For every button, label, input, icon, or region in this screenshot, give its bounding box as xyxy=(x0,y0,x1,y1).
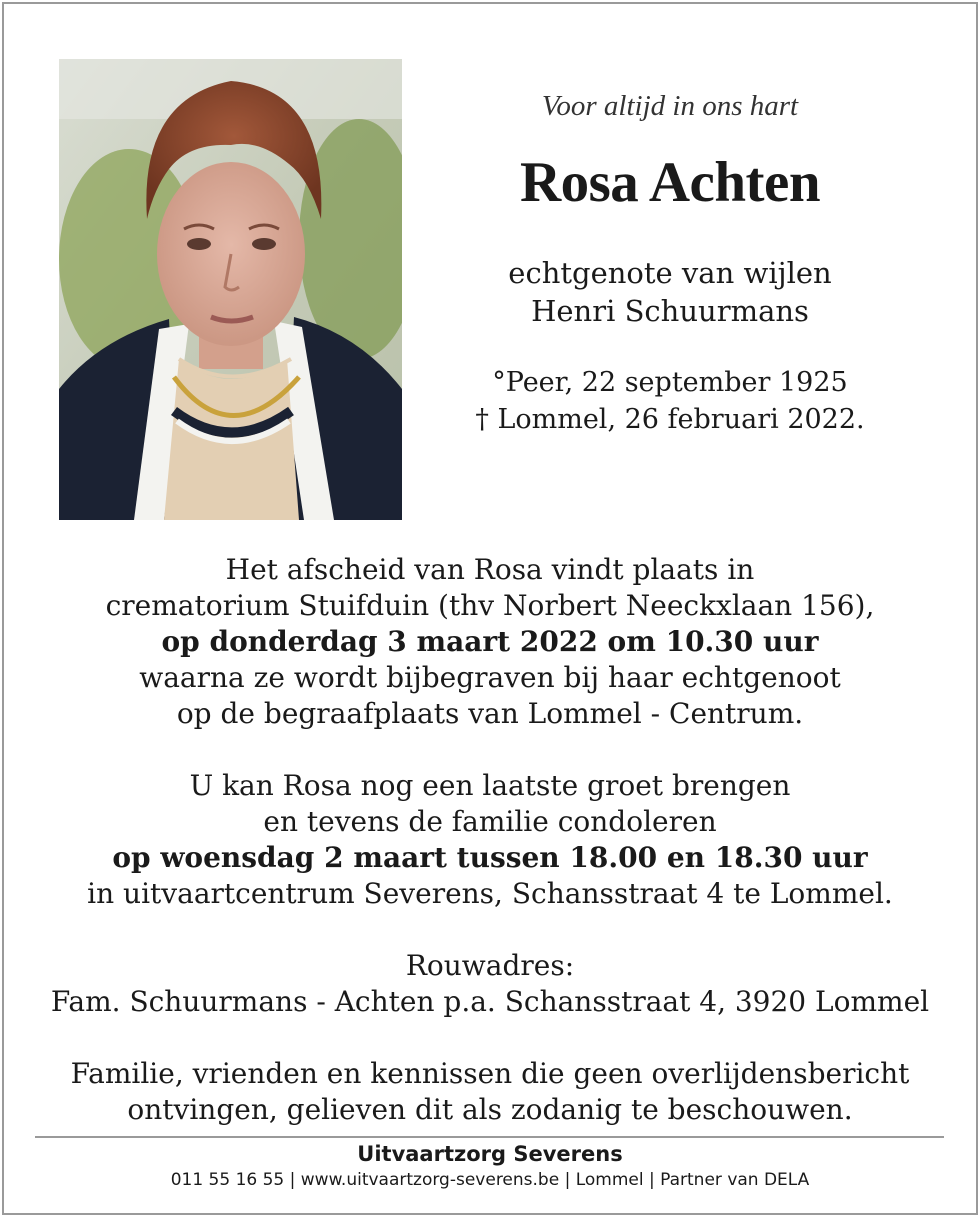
address-value: Fam. Schuurmans - Achten p.a. Schansstraat 4, 3920 Lommel xyxy=(50,985,930,1018)
tagline: Voor altijd in ons hart xyxy=(541,90,799,122)
portrait-photo xyxy=(59,59,402,520)
ceremony-line-4: waarna ze wordt bijbegraven bij haar echtgenoot xyxy=(139,661,841,694)
ceremony-line-1: Het afscheid van Rosa vindt plaats in xyxy=(225,553,755,586)
footer-divider xyxy=(35,1136,944,1138)
death-date: † Lommel, 26 februari 2022. xyxy=(475,404,865,435)
spouse-info xyxy=(410,254,930,330)
notice-line-1: Familie, vrienden en kennissen die geen overlijdensbericht xyxy=(70,1057,910,1090)
funeral-contact: 011 55 16 55 | www.uitvaartzorg-severens.be | Lommel | Partner van DELA xyxy=(170,1170,810,1190)
announcement-body xyxy=(20,552,960,1128)
ceremony-datetime: op donderdag 3 maart 2022 om 10.30 uur xyxy=(161,625,819,658)
spouse-line-2: Henri Schuurmans xyxy=(531,294,809,328)
address-label: Rouwadres: xyxy=(405,949,575,982)
spouse-line-1: echtgenote van wijlen xyxy=(508,256,832,290)
ceremony-line-2: crematorium Stuifduin (thv Norbert Neeckxlaan 156), xyxy=(105,589,875,622)
visitation-line-1: U kan Rosa nog een laatste groet brengen xyxy=(189,769,791,802)
visitation-datetime: op woensdag 2 maart tussen 18.00 en 18.30 uur xyxy=(112,841,868,874)
deceased-name: Rosa Achten xyxy=(519,151,821,214)
birth-date: °Peer, 22 september 1925 xyxy=(492,367,848,398)
visitation-line-4: in uitvaartcentrum Severens, Schansstraat 4 te Lommel. xyxy=(87,877,893,910)
funeral-company: Uitvaartzorg Severens xyxy=(357,1142,623,1166)
footer xyxy=(0,1140,980,1192)
header-block xyxy=(410,86,930,438)
ceremony-line-5: op de begraafplaats van Lommel - Centrum. xyxy=(176,697,804,730)
notice-line-2: ontvingen, gelieven dit als zodanig te beschouwen. xyxy=(127,1093,853,1126)
visitation-line-2: en tevens de familie condoleren xyxy=(263,805,717,838)
life-dates xyxy=(410,364,930,438)
